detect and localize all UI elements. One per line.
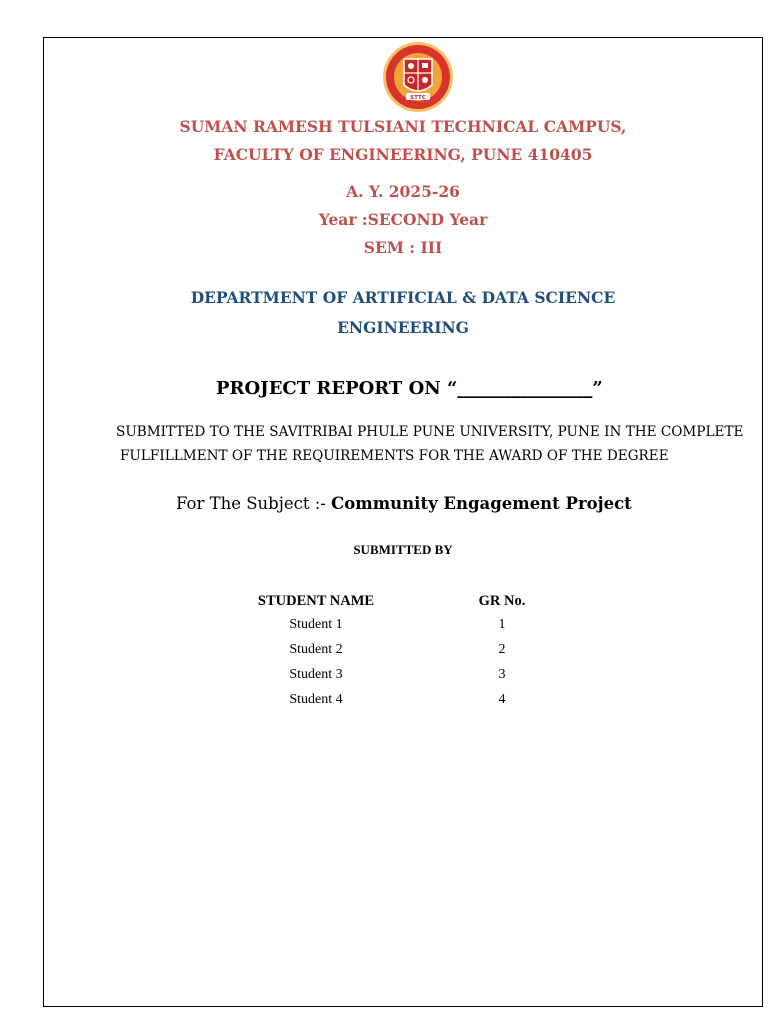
college-logo [378,41,458,113]
student-name-cell: Student 4 [289,692,343,707]
gr-number-cell: 1 [498,617,506,632]
gr-number-cell: 2 [498,642,506,657]
subject-name: Community Engagement Project [331,494,632,513]
gr-number-header: GR No. [478,593,526,609]
student-name-cell: Student 2 [289,642,343,657]
logo-text: STTC [410,95,426,101]
gr-number-cell: 4 [498,692,506,707]
submission-statement-line2: FULFILLMENT OF THE REQUIREMENTS FOR THE AWARD OF THE DEGREE [120,448,669,464]
subject-line [176,494,632,513]
submitted-by-heading: SUBMITTED BY [353,542,453,557]
submission-statement-line1: SUBMITTED TO THE SAVITRIBAI PHULE PUNE UNIVERSITY, PUNE IN THE COMPLETE [116,424,744,440]
year-label: Year :SECOND Year [318,210,488,229]
gr-number-cell: 3 [498,667,506,682]
student-name-cell: Student 1 [289,617,343,632]
student-name-cell: Student 3 [289,667,343,682]
subject-prefix: For The Subject :- [176,494,332,513]
college-name-line2: FACULTY OF ENGINEERING, PUNE 410405 [213,145,593,164]
college-name-line1: SUMAN RAMESH TULSIANI TECHNICAL CAMPUS, [179,117,627,136]
department-line1: DEPARTMENT OF ARTIFICIAL & DATA SCIENCE [190,288,616,307]
student-name-header: STUDENT NAME [257,593,375,609]
department-line2: ENGINEERING [337,318,469,337]
report-title: PROJECT REPORT ON “_______________” [216,378,603,399]
semester-label: SEM : III [363,238,443,257]
academic-year: A. Y. 2025-26 [346,182,460,201]
